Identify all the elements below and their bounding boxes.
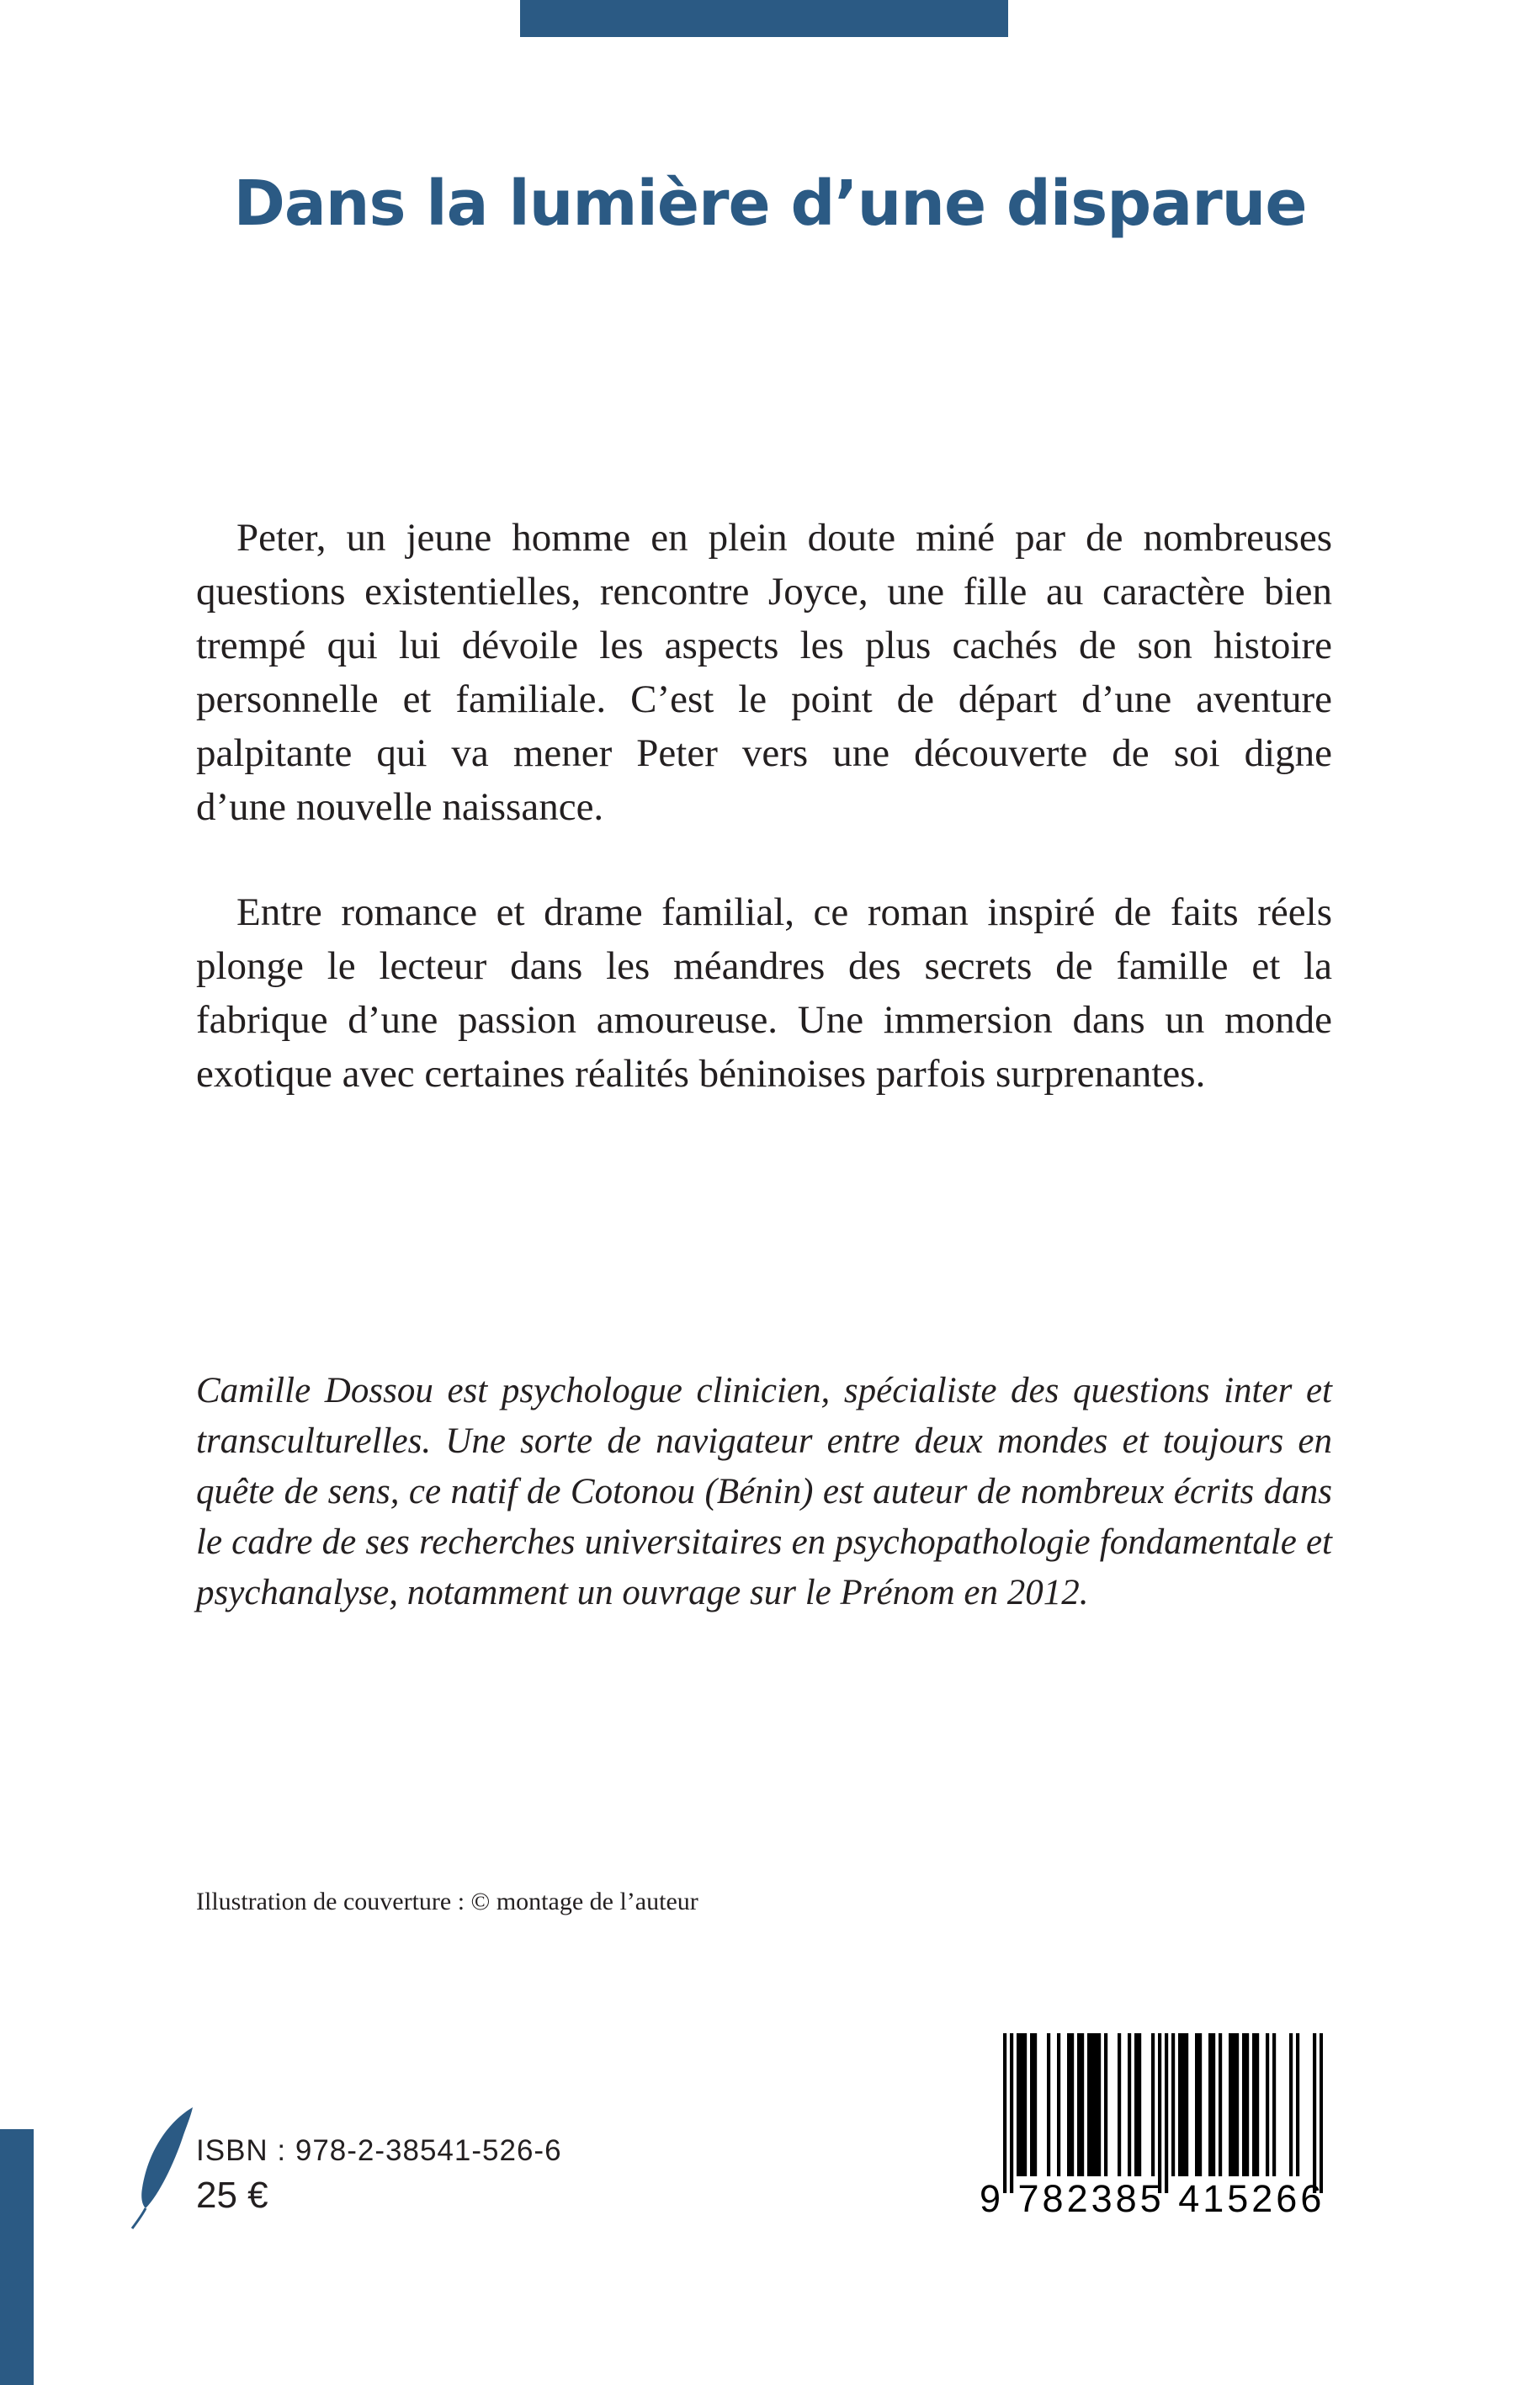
- barcode-bar: [1094, 2033, 1097, 2176]
- barcode-bar: [1242, 2033, 1245, 2176]
- barcode-bar: [1017, 2033, 1020, 2176]
- barcode-bar: [1118, 2033, 1121, 2176]
- barcode-bar: [1182, 2033, 1185, 2176]
- barcode-bar: [1272, 2033, 1276, 2176]
- illustration-credit: Illustration de couverture : © montage de l’auteur: [196, 1888, 698, 1915]
- barcode-bar: [1266, 2033, 1269, 2176]
- barcode-bar: [1232, 2033, 1235, 2176]
- barcode-bar: [1219, 2033, 1222, 2176]
- barcode-bar: [1091, 2033, 1094, 2176]
- summary-line: questions existentielles, rencontre Joyce, une fille au caractère bien: [196, 570, 1332, 614]
- barcode-bar: [1081, 2033, 1084, 2176]
- barcode-bar: [1128, 2033, 1131, 2176]
- author-bio-line: Camille Dossou est psychologue clinicien, spécialiste des questions inter et: [196, 1371, 1332, 1410]
- barcode-bar: [1134, 2033, 1138, 2176]
- barcode-bar: [1138, 2033, 1141, 2176]
- barcode-bar: [1070, 2033, 1074, 2176]
- barcode-bar: [1033, 2033, 1037, 2176]
- author-bio-line: psychanalyse, notamment un ouvrage sur le Prénom en 2012.: [196, 1573, 1089, 1612]
- barcode-bar: [1185, 2033, 1188, 2176]
- barcode-bar: [1235, 2033, 1239, 2176]
- summary-line: plonge le lecteur dans les méandres des secrets de famille et la: [196, 944, 1332, 988]
- summary-line: d’une nouvelle naissance.: [196, 785, 604, 829]
- barcode-bar: [1003, 2033, 1006, 2193]
- isbn: ISBN : 978-2-38541-526-6: [196, 2134, 562, 2167]
- barcode-bar: [1077, 2033, 1081, 2176]
- barcode: [968, 2028, 1330, 2220]
- summary-line: trempé qui lui dévoile les aspects les plus cachés de son histoire: [196, 624, 1332, 667]
- barcode-bar: [1151, 2033, 1155, 2176]
- bottom-left-accent-band: [0, 2129, 34, 2385]
- barcode-bar: [1087, 2033, 1091, 2176]
- summary-line: Peter, un jeune homme en plein doute miné par de nombreuses: [236, 516, 1332, 560]
- barcode-bar: [1067, 2033, 1070, 2176]
- barcode-bar: [1023, 2033, 1027, 2176]
- barcode-bar: [1158, 2033, 1161, 2193]
- barcode-bar: [1171, 2033, 1175, 2176]
- price: 25 €: [196, 2175, 268, 2216]
- barcode-bar: [1178, 2033, 1182, 2176]
- barcode-bar: [1097, 2033, 1101, 2176]
- barcode-bar: [1057, 2033, 1060, 2176]
- feather-icon: [130, 2104, 198, 2230]
- barcode-bar: [1165, 2033, 1168, 2193]
- barcode-bar: [1020, 2033, 1023, 2176]
- summary-paragraph-1: [196, 511, 1332, 834]
- author-bio: [196, 1366, 1332, 1618]
- top-accent-band: [520, 0, 1008, 37]
- book-title: Dans la lumière d’une disparue: [233, 167, 1307, 240]
- barcode-bar: [1245, 2033, 1249, 2176]
- barcode-bars: [1003, 2033, 1323, 2193]
- summary-line: exotique avec certaines réalités béninoises parfois surprenantes.: [196, 1052, 1206, 1096]
- summary-line: personnelle et familiale. C’est le point de départ d’une aventure: [196, 677, 1332, 721]
- summary-paragraph-2: [196, 885, 1332, 1101]
- barcode-bar: [1208, 2033, 1212, 2176]
- barcode-bar: [1198, 2033, 1202, 2176]
- author-bio-line: transculturelles. Une sorte de navigateur entre deux mondes et toujours en: [196, 1421, 1332, 1461]
- summary-line: fabrique d’une passion amoureuse. Une immersion dans un monde: [196, 998, 1332, 1042]
- barcode-digits: 9 782385 415266: [980, 2177, 1325, 2220]
- barcode-bar: [1296, 2033, 1299, 2176]
- barcode-bar: [1229, 2033, 1232, 2176]
- barcode-bar: [1030, 2033, 1033, 2176]
- author-bio-line: quête de sens, ce natif de Cotonou (Bénin) est auteur de nombreux écrits dans: [196, 1472, 1332, 1511]
- summary-line: palpitante qui va mener Peter vers une découverte de soi digne: [196, 731, 1332, 775]
- summary-line: Entre romance et drame familial, ce roman inspiré de faits réels: [236, 890, 1332, 934]
- barcode-bar: [1195, 2033, 1198, 2176]
- barcode-bar: [1313, 2033, 1316, 2193]
- barcode-bar: [1289, 2033, 1293, 2176]
- barcode-bar: [1256, 2033, 1259, 2176]
- barcode-bar: [1212, 2033, 1215, 2176]
- barcode-bar: [1104, 2033, 1107, 2176]
- barcode-bar: [1320, 2033, 1323, 2193]
- barcode-bar: [1010, 2033, 1013, 2193]
- barcode-bar: [1047, 2033, 1050, 2176]
- author-bio-line: le cadre de ses recherches universitaires en psychopathologie fondamentale et: [196, 1522, 1332, 1562]
- barcode-bar: [1252, 2033, 1256, 2176]
